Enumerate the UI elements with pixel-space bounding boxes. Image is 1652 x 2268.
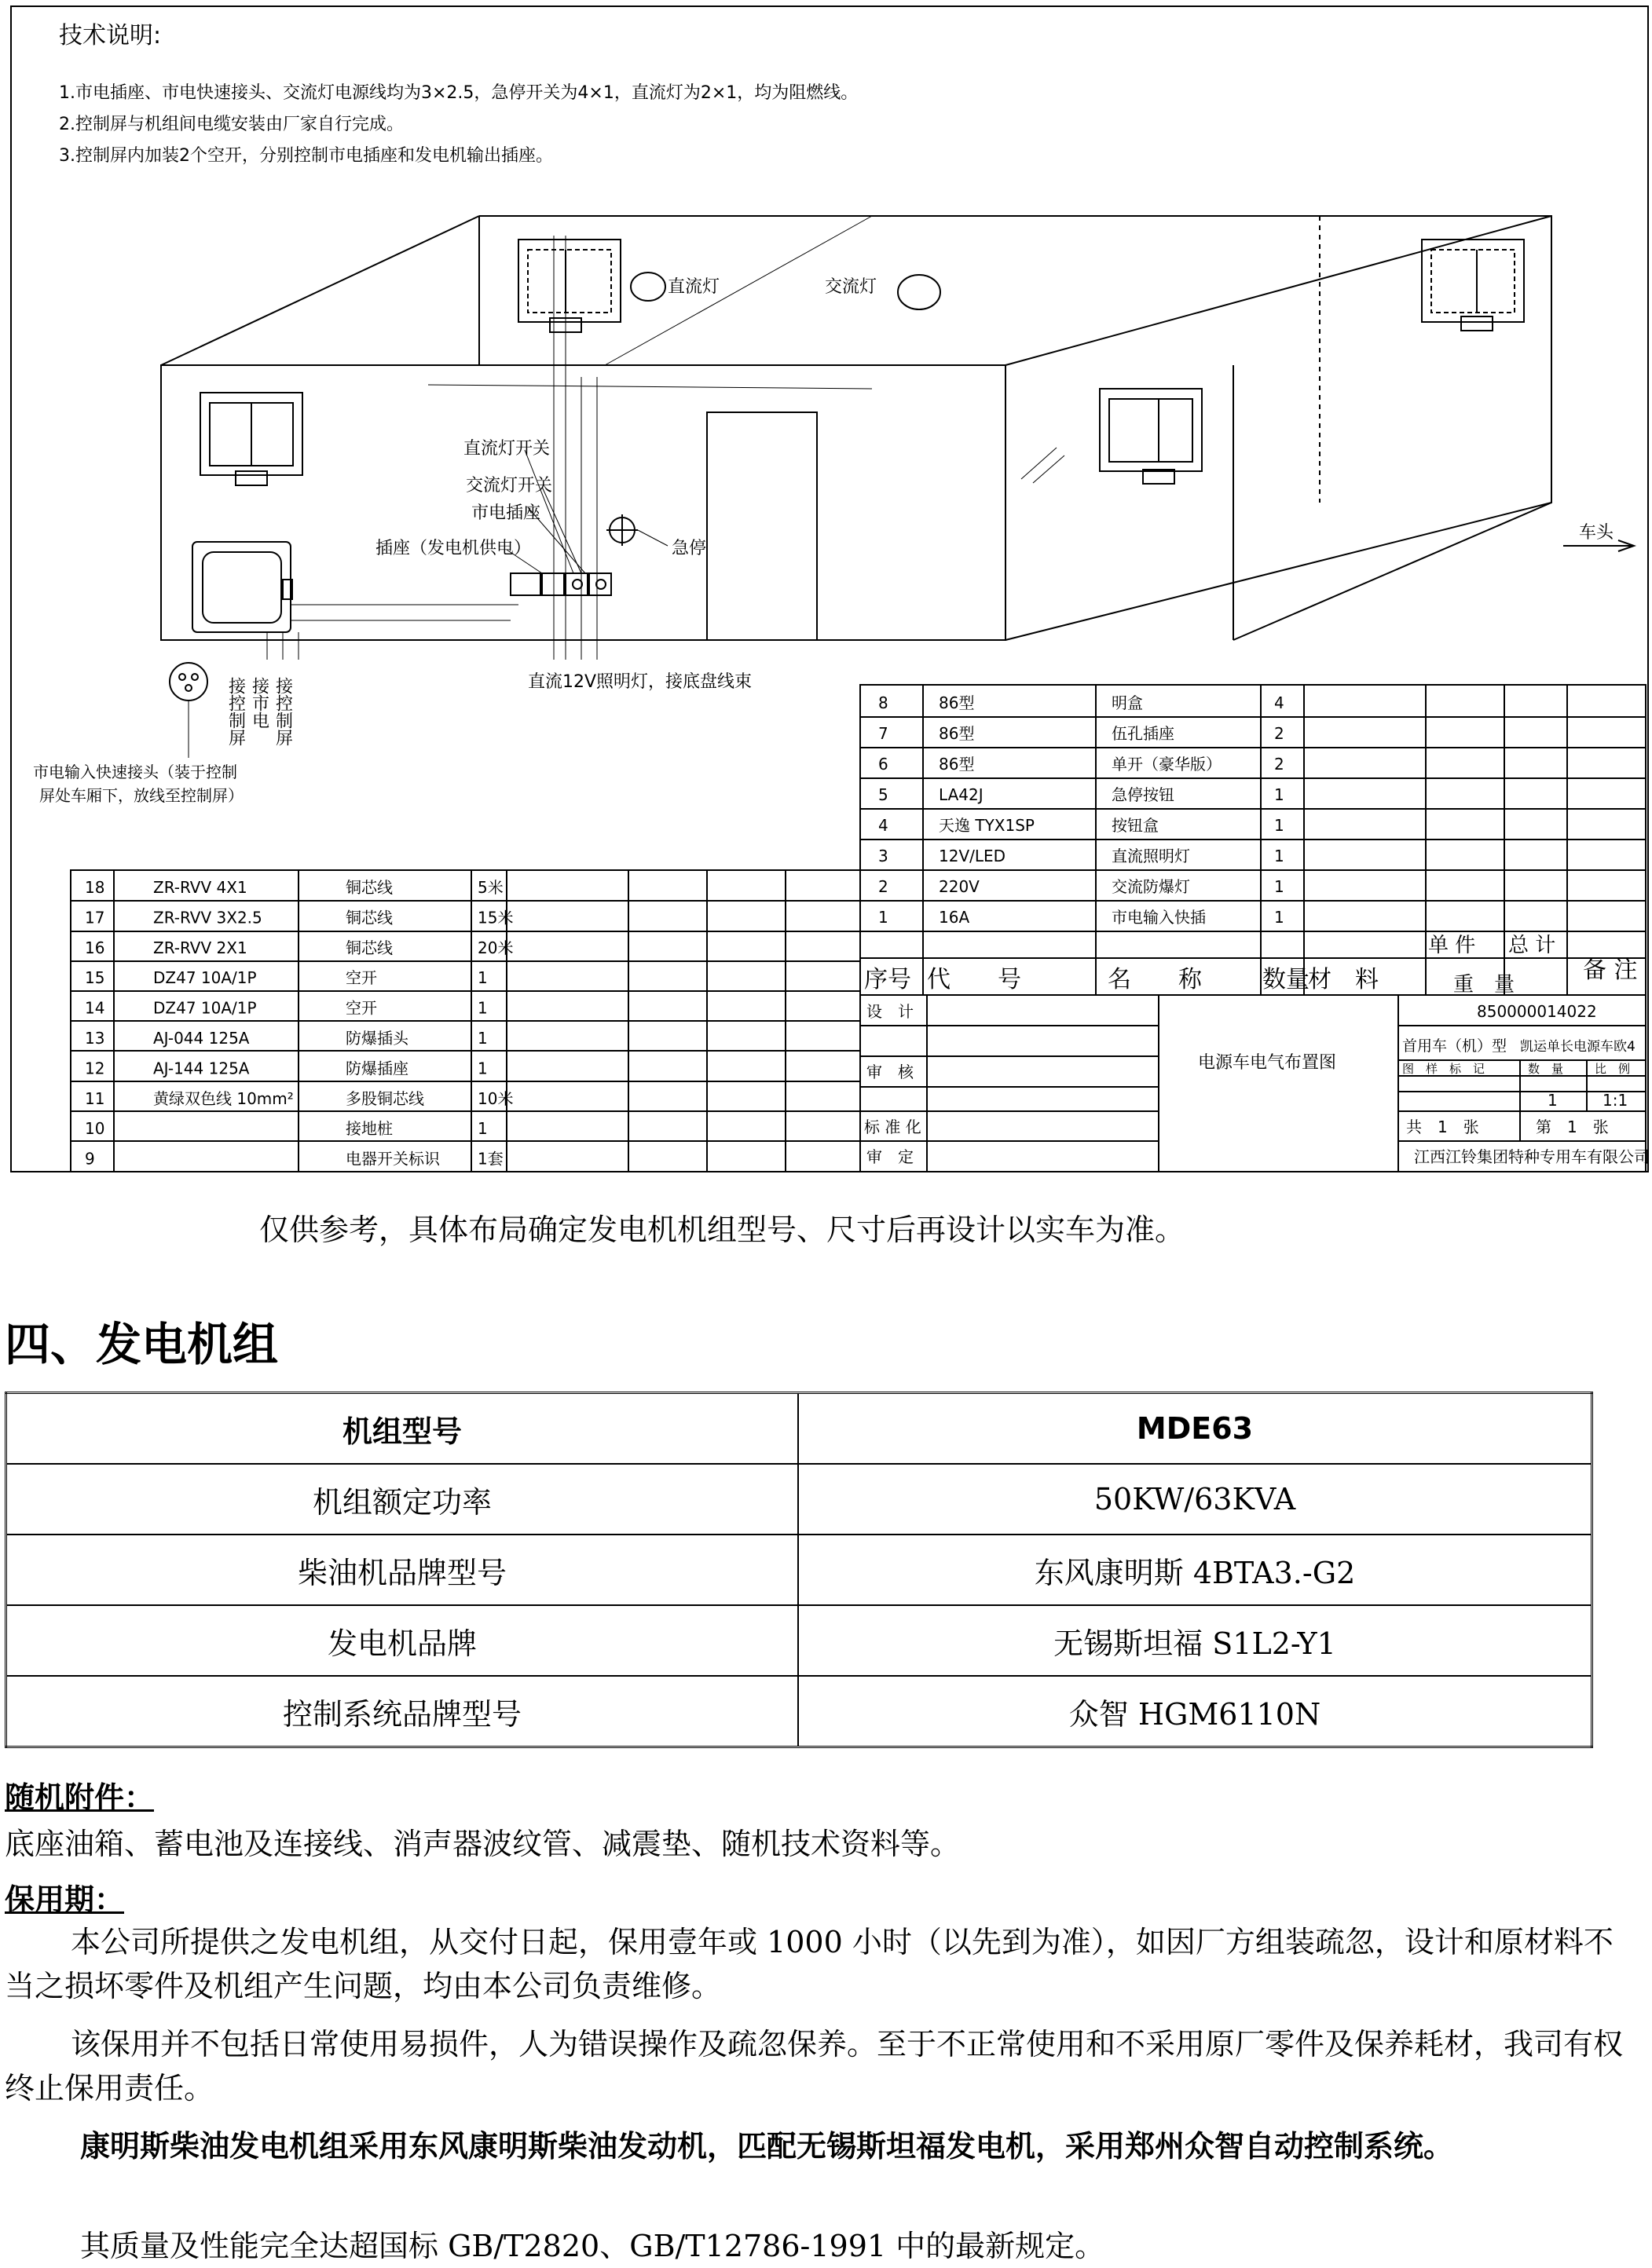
tb-ratio: 1:1 <box>1603 1091 1628 1110</box>
hdr-total-weight: 总 计 <box>1508 934 1556 957</box>
parts_lower-no: 12 <box>85 1059 105 1078</box>
note-1: 1.市电插座、市电快速接头、交流灯电源线均为3×2.5，急停开关为4×1，直流灯为2×1，均为阻燃线。 <box>59 83 859 103</box>
parts_upper-no: 7 <box>878 724 888 743</box>
parts_lower-qty: 1 <box>478 1059 488 1078</box>
spec-row <box>6 1535 1592 1605</box>
spec-value: 东风康明斯 4BTA3.-G2 <box>798 1535 1592 1605</box>
spec-label: 发电机品牌 <box>6 1605 799 1676</box>
label-gen-socket: 插座（发电机供电） <box>375 539 532 558</box>
parts_lower-code: 黄绿双色线 10mm² <box>153 1088 294 1108</box>
label-dc-switch: 直流灯开关 <box>463 439 551 459</box>
parts_upper-name: 市电输入快插 <box>1112 908 1206 927</box>
parts_lower-qty: 20米 <box>478 938 514 957</box>
door <box>707 412 817 640</box>
spec-row <box>6 1605 1592 1676</box>
label-estop: 急停 <box>672 539 707 558</box>
parts_lower-no: 9 <box>85 1149 95 1169</box>
light-fixture-3 <box>1100 389 1202 484</box>
spec-label: 柴油机品牌型号 <box>6 1535 799 1605</box>
warranty-paragraph-1: 本公司所提供之发电机组，从交付日起，保用壹年或 1000 小时（以先到为准），如因厂方组装疏忽，设计和原材料不当之损坏零件及机组产生问题，均由本公司负责维修。 <box>5 1925 1614 2003</box>
hdr-no: 序号 <box>864 966 911 993</box>
parts_lower-qty: 10米 <box>478 1088 514 1108</box>
parts_upper-name: 急停按钮 <box>1112 785 1174 804</box>
parts_lower-no: 15 <box>85 968 105 988</box>
tb-first-use: 首用车（机）型 <box>1402 1037 1507 1055</box>
label-ac-switch: 交流灯开关 <box>466 476 553 496</box>
tb-drawing-name: 电源车电气布置图 <box>1198 1053 1337 1073</box>
parts_lower-code: AJ-144 125A <box>153 1059 250 1078</box>
spec-label: 机组型号 <box>6 1393 799 1465</box>
spec-row <box>6 1676 1592 1747</box>
spec-row <box>6 1393 1592 1465</box>
hdr-material: 材 料 <box>1308 966 1379 993</box>
drawing-frame <box>11 6 1648 1172</box>
bold-statement: 康明斯柴油发电机组采用东风康明斯柴油发动机，匹配无锡斯坦福发电机，采用郑州众智自动控制系统。 <box>80 2129 1454 2164</box>
label-quick-plug-2: 屏处车厢下，放线至控制屏） <box>39 786 244 805</box>
tb-mark-label: 图 样 标 记 <box>1402 1062 1485 1076</box>
parts_lower-no: 10 <box>85 1119 105 1139</box>
parts_lower-qty: 1 <box>478 968 488 988</box>
parts_lower-name: 多股铜芯线 <box>346 1088 424 1108</box>
spec-value: 50KW/63KVA <box>798 1464 1592 1535</box>
parts_lower-name: 空开 <box>346 998 377 1018</box>
tb-sheets: 共 1 张 <box>1406 1118 1479 1136</box>
hdr-code: 代 号 <box>927 966 1021 993</box>
note-3: 3.控制屏内加装2个空开，分别控制市电插座和发电机输出插座。 <box>59 146 553 166</box>
label-conn-2: 接市电 <box>249 677 269 729</box>
tb-vehicle: 凯运单长电源车欧4 <box>1520 1039 1636 1055</box>
hdr-weight: 重 量 <box>1453 973 1515 997</box>
parts_upper-name: 单开（豪华版） <box>1112 755 1222 774</box>
hdr-remark: 备 注 <box>1583 957 1638 984</box>
hdr-qty: 数量 <box>1262 966 1310 993</box>
parts_upper-no: 6 <box>878 755 888 774</box>
parts_lower-name: 铜芯线 <box>346 938 393 957</box>
layout-caption: 仅供参考，具体布局确定发电机机组型号、尺寸后再设计以实车为准。 <box>259 1213 1185 1247</box>
parts_lower-qty: 1套 <box>478 1149 504 1169</box>
tb-ratio-label: 比 例 <box>1595 1062 1631 1076</box>
quick-connector <box>170 663 207 701</box>
parts_lower-code: AJ-044 125A <box>153 1029 250 1048</box>
parts_lower-name: 铜芯线 <box>346 878 393 897</box>
parts_lower-name: 电器开关标识 <box>346 1149 440 1169</box>
parts_upper-no: 8 <box>878 693 888 712</box>
parts_lower-no: 18 <box>85 878 105 897</box>
parts_lower-name: 防爆插座 <box>346 1059 408 1078</box>
parts_lower-code: DZ47 10A/1P <box>153 998 257 1018</box>
hdr-unit-weight: 单 件 <box>1428 934 1476 957</box>
parts_upper-code: 86型 <box>939 724 975 743</box>
parts_upper-qty: 2 <box>1274 755 1284 774</box>
parts_upper-name: 明盒 <box>1112 693 1143 712</box>
parts_lower-qty: 5米 <box>478 878 504 897</box>
tb-design: 设 计 <box>866 1002 914 1021</box>
hdr-name: 名 称 <box>1108 966 1202 993</box>
tb-company: 江西江铃集团特种专用车有限公司 <box>1414 1147 1650 1166</box>
parts_upper-code: 天逸 TYX1SP <box>939 816 1035 835</box>
note-2: 2.控制屏与机组间电缆安装由厂家自行完成。 <box>59 115 404 134</box>
parts_lower-qty: 1 <box>478 1029 488 1048</box>
control-panel <box>192 542 291 632</box>
parts_upper-no: 2 <box>878 877 888 896</box>
parts_lower-no: 13 <box>85 1029 105 1048</box>
parts_upper-code: 12V/LED <box>939 847 1006 865</box>
parts_upper-qty: 1 <box>1274 847 1284 865</box>
parts_upper-name: 交流防爆灯 <box>1112 877 1190 896</box>
label-ac-light: 交流灯 <box>825 277 877 297</box>
parts_upper-code: 86型 <box>939 693 975 712</box>
parts_upper-qty: 1 <box>1274 877 1284 896</box>
spec-value: 无锡斯坦福 S1L2-Y1 <box>798 1605 1592 1676</box>
section-title: 四、发电机组 <box>5 1318 279 1371</box>
tb-review: 审 核 <box>866 1063 914 1081</box>
warranty-paragraph-2: 该保用并不包括日常使用易损件，人为错误操作及疏忽保养。至于不正常使用和不采用原厂零件及保养耗材，我司有权终止保用责任。 <box>5 2027 1624 2105</box>
parts_upper-qty: 1 <box>1274 785 1284 804</box>
parts_lower-no: 11 <box>85 1088 105 1108</box>
light-fixture-2 <box>200 393 302 485</box>
parts_lower-no: 14 <box>85 998 105 1018</box>
spec-value: 众智 HGM6110N <box>798 1676 1592 1747</box>
parts_lower-code: ZR-RVV 4X1 <box>153 878 247 897</box>
spec-value: MDE63 <box>798 1393 1592 1465</box>
parts_lower-name: 空开 <box>346 968 377 988</box>
parts_upper-code: 220V <box>939 877 980 896</box>
parts_upper-name: 伍孔插座 <box>1112 724 1174 743</box>
label-dc12v: 直流12V照明灯，接底盘线束 <box>528 672 753 692</box>
parts_upper-name: 直流照明灯 <box>1112 847 1190 865</box>
tb-qty-label: 数 量 <box>1528 1062 1564 1076</box>
parts_lower-code: ZR-RVV 3X2.5 <box>153 908 262 927</box>
parts_upper-code: 86型 <box>939 755 975 774</box>
parts_upper-no: 3 <box>878 847 888 865</box>
tb-qty: 1 <box>1548 1091 1558 1110</box>
label-conn-1: 接控制屏 <box>225 677 246 746</box>
parts_lower-no: 16 <box>85 938 105 957</box>
body-top-back <box>479 216 1551 640</box>
label-dc-light: 直流灯 <box>668 277 720 297</box>
light-fixture-4 <box>1422 240 1524 331</box>
label-front: 车头 <box>1579 523 1614 543</box>
parts_upper-qty: 2 <box>1274 724 1284 743</box>
parts_upper-code: 16A <box>939 908 970 927</box>
parts_lower-qty: 1 <box>478 1119 488 1139</box>
parts_upper-name: 按钮盒 <box>1112 816 1159 835</box>
tb-approve: 审 定 <box>866 1147 914 1166</box>
light-fixture-1 <box>518 240 621 332</box>
parts_upper-qty: 1 <box>1274 816 1284 835</box>
tb-sheet: 第 1 张 <box>1536 1118 1609 1136</box>
spec-row <box>6 1464 1592 1535</box>
accessories-title: 随机附件： <box>5 1780 155 1815</box>
accessories-text: 底座油箱、蓄电池及连接线、消声器波纹管、减震垫、随机技术资料等。 <box>5 1827 961 1861</box>
parts_lower-name: 铜芯线 <box>346 908 393 927</box>
spec-label: 机组额定功率 <box>6 1464 799 1535</box>
parts_upper-no: 4 <box>878 816 888 835</box>
label-conn-3: 接控制屏 <box>273 677 293 746</box>
parts_upper-no: 1 <box>878 908 888 927</box>
parts_lower-qty: 1 <box>478 998 488 1018</box>
parts_lower-qty: 15米 <box>478 908 514 927</box>
parts_lower-code: ZR-RVV 2X1 <box>153 938 247 957</box>
tb-drawing-no: 850000014022 <box>1477 1002 1597 1021</box>
parts_upper-code: LA42J <box>939 785 984 804</box>
tb-standard: 标 准 化 <box>864 1118 921 1136</box>
parts_upper-no: 5 <box>878 785 888 804</box>
spec-label: 控制系统品牌型号 <box>6 1676 799 1747</box>
parts_lower-name: 接地桩 <box>346 1119 393 1139</box>
standard-statement: 其质量及性能完全达超国标 GB/T2820、GB/T12786-1991 中的最新规定。 <box>80 2229 1105 2263</box>
generator-spec-table <box>5 1392 1593 1748</box>
notes-title: 技术说明: <box>59 22 162 49</box>
title-block <box>860 995 1646 1172</box>
label-mains-socket: 市电插座 <box>471 503 541 523</box>
warranty-title: 保用期： <box>5 1882 125 1917</box>
label-quick-plug-1: 市电输入快速接头（装于控制 <box>33 763 237 781</box>
parts_lower-no: 17 <box>85 908 105 927</box>
parts_lower-code: DZ47 10A/1P <box>153 968 257 988</box>
parts_upper-qty: 1 <box>1274 908 1284 927</box>
parts_lower-name: 防爆插头 <box>346 1029 408 1048</box>
parts_upper-qty: 4 <box>1274 693 1284 712</box>
